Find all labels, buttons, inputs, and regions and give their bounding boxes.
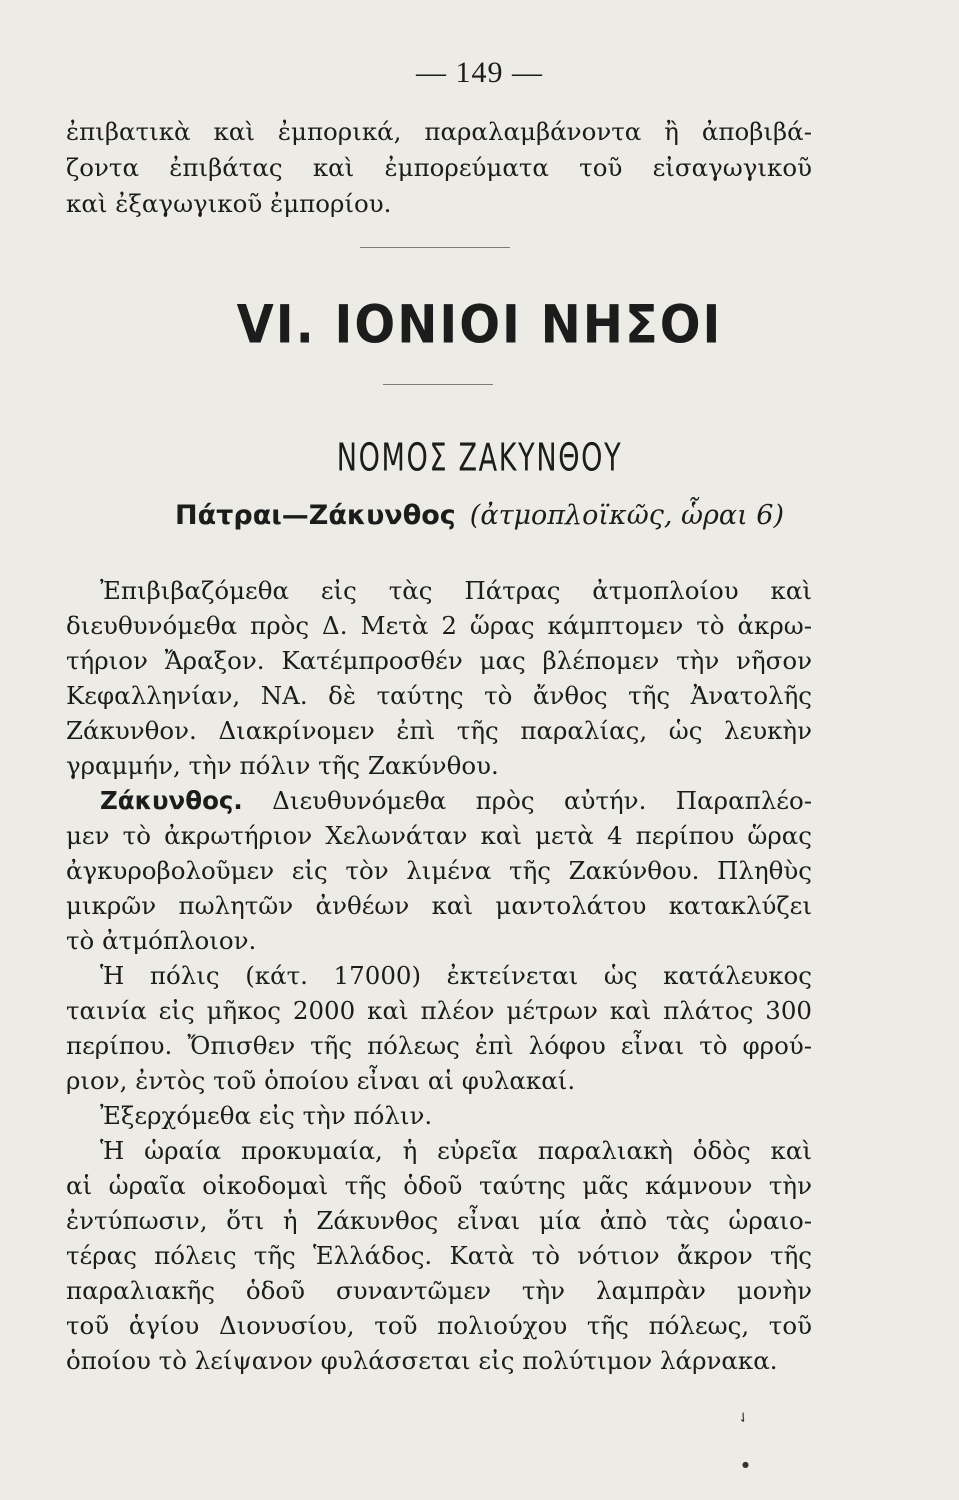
print-speck: ●	[742, 1460, 749, 1469]
divider-rule	[360, 247, 510, 248]
text-line: περίπου. Ὄπισθεν τῆς πόλεως ἐπὶ λόφου εἶναι τὸ φρού-	[66, 1031, 812, 1060]
divider-rule	[383, 384, 493, 385]
route-heading	[0, 500, 959, 531]
text-line: ταινία εἰς μῆκος 2000 καὶ πλέον μέτρων καὶ πλάτος 300	[66, 996, 812, 1025]
text-line: αἱ ὡραῖα οἰκοδομαὶ τῆς ὁδοῦ ταύτης μᾶς κάμνουν τὴν	[66, 1171, 812, 1200]
text-line: παραλιακῆς ὁδοῦ συναντῶμεν τὴν λαμπρὰν μονὴν	[66, 1276, 812, 1305]
text-line: διευθυνόμεθα πρὸς Δ. Μετὰ 2 ὥρας κάμπτομεν τὸ ἀκρω-	[66, 611, 812, 640]
route-detail: (ἀτμοπλοϊκῶς, ὧραι 6)	[469, 500, 785, 531]
print-speck: ✓	[734, 1408, 754, 1428]
text-line: τήριον Ἄραξον. Κατέμπροσθέν μας βλέπομεν τὴν νῆσον	[66, 646, 812, 675]
page-number: — 149 —	[416, 56, 543, 89]
text-line: μικρῶν πωλητῶν ἀνθέων καὶ μαντολάτου κατακλύζει	[66, 891, 812, 920]
text-line: ἐπιβατικὰ καὶ ἐμπορικά, παραλαμβάνοντα ἢ ἀποβιβά-	[66, 117, 812, 146]
text-line: Ἐπιβιβαζόμεθα εἰς τὰς Πάτρας ἀτμοπλοίου καὶ	[100, 576, 812, 605]
place-name-bold: Ζάκυνθος.	[100, 786, 243, 815]
text-run: Διευθυνόμεθα πρὸς αὐτήν. Παραπλέο-	[272, 786, 812, 815]
text-line: γραμμήν, τὴν πόλιν τῆς Ζακύνθου.	[66, 751, 499, 780]
text-line: τὸ ἀτμόπλοιον.	[66, 926, 257, 955]
text-line: καὶ ἐξαγωγικοῦ ἐμπορίου.	[66, 189, 392, 218]
text-line: Κεφαλληνίαν, ΝΑ. δὲ ταύτης τὸ ἄνθος τῆς Ἀνατολῆς	[66, 681, 812, 710]
chapter-title: VI. ΙΟΝΙΟΙ ΝΗΣΟΙ	[236, 294, 723, 356]
text-line: ριον, ἐντὸς τοῦ ὁποίου εἶναι αἱ φυλακαί.	[66, 1066, 576, 1095]
text-line: ἀγκυροβολοῦμεν εἰς τὸν λιμένα τῆς Ζακύνθου. Πληθὺς	[66, 856, 812, 885]
route-name: Πάτραι—Ζάκυνθος	[174, 500, 456, 531]
text-line: ὁποίου τὸ λείψανον φυλάσσεται εἰς πολύτιμον λάρνακα.	[66, 1346, 778, 1375]
prefecture-title: ΝΟΜΟΣ ΖΑΚΥΝΘΟΥ	[336, 435, 623, 480]
text-line: τοῦ ἁγίου Διονυσίου, τοῦ πολιούχου τῆς πόλεως, τοῦ	[66, 1311, 812, 1340]
text-line: μεν τὸ ἀκρωτήριον Χελωνάταν καὶ μετὰ 4 περίπου ὥρας	[66, 821, 812, 850]
text-line	[100, 783, 812, 819]
text-line: Ἡ ὡραία προκυμαία, ἡ εὐρεῖα παραλιακὴ ὁδὸς καὶ	[100, 1136, 812, 1165]
text-line: ζοντα ἐπιβάτας καὶ ἐμπορεύματα τοῦ εἰσαγωγικοῦ	[66, 153, 812, 182]
text-line: Ζάκυνθον. Διακρίνομεν ἐπὶ τῆς παραλίας, ὡς λευκὴν	[66, 716, 812, 745]
text-line: Ἡ πόλις (κάτ. 17000) ἐκτείνεται ὡς κατάλευκος	[100, 961, 812, 990]
text-line: τέρας πόλεις τῆς Ἑλλάδος. Κατὰ τὸ νότιον ἄκρον τῆς	[66, 1241, 812, 1270]
text-line: Ἐξερχόμεθα εἰς τὴν πόλιν.	[100, 1101, 433, 1130]
text-line: ἐντύπωσιν, ὅτι ἡ Ζάκυνθος εἶναι μία ἀπὸ τὰς ὡραιο-	[66, 1206, 812, 1235]
